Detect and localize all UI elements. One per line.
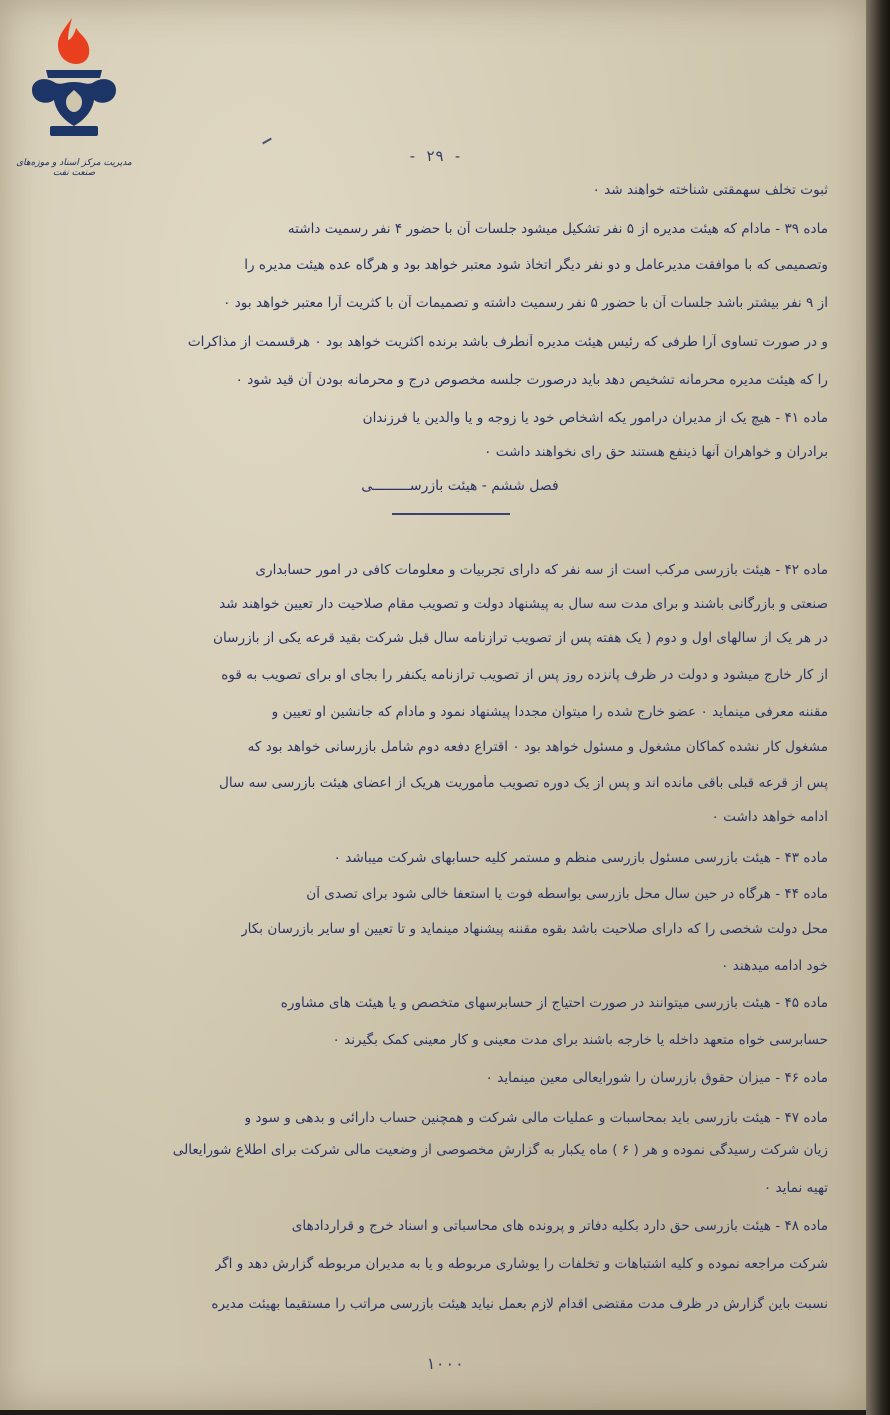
text-line: صنعتی و بازرگانی باشند و برای مدت سه سال به پیشنهاد دولت و تصویب مقام صلاحیت دار تعیین خواهند شد — [219, 596, 828, 612]
text-line: تهیه نماید ۰ — [763, 1180, 828, 1196]
flame-burner-icon — [14, 10, 134, 160]
text-line: پس از قرعه قبلی باقی مانده اند و پس از یک دوره تصویب مأموریت هریک از اعضای هیئت بازرسی سه سال — [218, 775, 828, 791]
text-line: وتصمیمی که با موافقت مدیرعامل و دو نفر دیگر اتخاذ شود معتبر خواهد بود و هرگاه عده هیئت مدیره را — [244, 257, 828, 273]
text-line: ماده ۴۱ - هیچ یک از مدیران درامور یکه اشخاص خود یا زوجه و یا والدین یا فرزندان — [362, 410, 828, 426]
text-line: شرکت مراجعه نموده و کلیه اشتباهات و تخلفات را یوشاری مربوطه و یا به مدیران مربوطه گزارش دهد و اگر — [214, 1256, 828, 1272]
text-line: محل دولت شخصی را که دارای صلاحیت باشد بقوه مقننه پیشنهاد مینماید و تا تعیین او سایر بازرسان بکار — [241, 921, 828, 937]
text-line: را که هیئت مدیره محرمانه تشخیص دهد باید درصورت جلسه مخصوص درج و محرمانه بودن آن قید شود ۰ — [235, 372, 828, 388]
text-line: مشغول کار نشده کماکان مشغول و مسئول خواهد بود ۰ اقتراع دفعه دوم شامل بازرسانی خواهد بود که — [247, 739, 828, 755]
page-edge-shadow — [866, 0, 890, 1415]
text-line: ماده ۴۳ - هیئت بازرسی مسئول بازرسی منظم و مستمر کلیه حسابهای شرکت میباشد ۰ — [333, 850, 828, 866]
text-line: زیان شرکت رسیدگی نموده و هر ( ۶ ) ماه یکبار به گزارش مخصوصی از وضعیت مالی شرکت برای اطلاع شورایعالی — [172, 1142, 828, 1158]
section-heading: فصل ششم - هیئت بازرســـــــــی — [361, 478, 559, 494]
footer-number: ۱۰۰۰ — [425, 1354, 465, 1373]
page-number: - ۲۹ - — [407, 147, 463, 165]
text-line: ماده ۴۴ - هرگاه در حین سال محل بازرسی بواسطه فوت یا استعفا خالی شود برای تصدی آن — [306, 886, 828, 902]
text-line: ثبوت تخلف سهمقتی شناخته خواهند شد ۰ — [592, 182, 828, 198]
ink-mark — [262, 138, 272, 145]
text-line: خود ادامه میدهند ۰ — [721, 958, 828, 974]
text-line: ماده ۴۵ - هیئت بازرسی میتوانند در صورت احتیاج از حسابرسهای متخصص و یا هیئت های مشاوره — [280, 995, 828, 1011]
text-line: ادامه خواهد داشت ۰ — [711, 809, 828, 825]
text-line: ماده ۴۲ - هیئت بازرسی مرکب است از سه نفر که دارای تجربیات و معلومات کافی در امور حسابداری — [255, 562, 828, 578]
text-line: از ۹ نفر بیشتر باشد جلسات آن با حضور ۵ نفر رسمیت داشته و تصمیمات آن با کثریت آرا معتبر خواهد بود ۰ — [223, 295, 828, 311]
heading-underline — [392, 513, 510, 515]
text-line: در هر یک از سالهای اول و دوم ( یک هفته پس از تصویب ترازنامه سال قبل شرکت بقید قرعه یکی از بازرسان — [212, 630, 828, 646]
text-line: حسابرسی خواه متعهد داخله یا خارجه باشند برای مدت معینی و کار معینی کمک بگیرند ۰ — [332, 1032, 828, 1048]
text-line: ماده ۴۷ - هیئت بازرسی باید بمحاسبات و عملیات مالی شرکت و همچنین حساب دارائی و بدهی و سود و — [244, 1110, 828, 1126]
text-line: ماده ۳۹ - مادام که هیئت مدیره از ۵ نفر تشکیل میشود جلسات آن با حضور ۴ نفر رسمیت داشته — [287, 221, 828, 237]
text-line: ماده ۴۸ - هیئت بازرسی حق دارد بکلیه دفاتر و پرونده های محاسباتی و اسناد خرج و قراردادهای — [291, 1218, 828, 1234]
logo — [14, 10, 134, 180]
text-line: نسبت باین گزارش در ظرف مدت مقتضی اقدام لازم بعمل نیاید هیئت بازرسی مراتب را مستقیما بهیئت مدیره — [211, 1296, 828, 1312]
text-line: برادران و خواهران آنها ذینفع هستند حق رای نخواهند داشت ۰ — [484, 444, 828, 460]
text-line: از کار خارج میشود و دولت در ظرف پانزده روز پس از تصویب ترازنامه یکنفر را بجای او برای تصویب به قوه — [221, 667, 828, 683]
text-line: و در صورت تساوی آرا طرفی که رئیس هیئت مدیره آنطرف باشد برنده اکثریت خواهد بود ۰ هرقسمت از مذاکرات — [187, 334, 828, 350]
logo-caption: مدیریت مرکز اسناد و موزه‌های صنعت نفت — [16, 158, 132, 178]
text-line: ماده ۴۶ - میزان حقوق بازرسان را شورایعالی معین مینماید ۰ — [485, 1070, 828, 1086]
text-line: مقننه معرفی مینماید ۰ عضو خارج شده را میتوان مجددا پیشنهاد نمود و مادام که جانشین او تعیین و — [271, 704, 828, 720]
